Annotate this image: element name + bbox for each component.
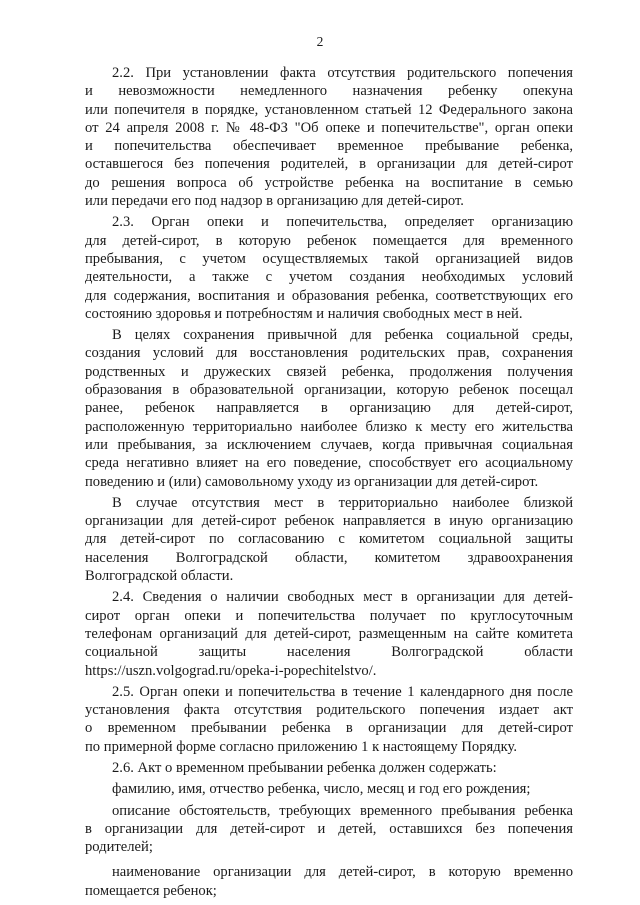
text-line: 2.5. Орган опеки и попечительства в течение 1 календарного дня после (112, 683, 573, 700)
text-line: оставшегося без попечения родителей, в организации для детей-сирот (85, 156, 573, 173)
text-line: пребывания, с учетом осуществляемых такой организацией видов (85, 250, 573, 267)
text-line: населения Волгоградской области, комитетом здравоохранения (85, 549, 573, 566)
text-line: сирот орган опеки и попечительства получает по круглосуточным (85, 607, 573, 624)
text-line: для детей-сирот, в которую ребенок помещается для временного (85, 232, 573, 249)
text-line: фамилию, имя, отчество ребенка, число, месяц и год его рождения; (112, 781, 531, 798)
paragraph-2-6 (85, 759, 573, 777)
text-line: образования в образовательной организации, которую ребенок посещал (85, 382, 573, 399)
list-item-name-birth (85, 780, 573, 798)
text-line: в организации для детей-сирот и детей, оставшихся без попечения (85, 820, 573, 837)
text-line: 2.3. Орган опеки и попечительства, определяет организацию (112, 214, 573, 231)
text-line: описание обстоятельств, требующих временного пребывания ребенка (112, 802, 573, 819)
text-line: до решения вопроса об устройстве ребенка на воспитание в семью (85, 174, 573, 191)
text-line: состоянию здоровья и потребностям и наличия свободных мест в ней. (85, 305, 523, 322)
document-body (85, 64, 573, 903)
text-line: В целях сохранения привычной для ребенка социальной среды, (112, 327, 573, 344)
text-line: наименование организации для детей-сирот, в которую временно (112, 864, 573, 881)
text-line: ранее, ребенок направляется в организацию для детей-сирот, (85, 400, 573, 417)
text-line: для детей-сирот по согласованию с комитетом социальной защиты (85, 531, 573, 548)
text-line: среда негативно влияет на его поведение, способствует его асоциальному (85, 455, 573, 472)
text-line: для содержания, воспитания и образования ребенка, соответствующих его (85, 287, 573, 304)
text-line: деятельности, а также с учетом создания необходимых условий (85, 269, 573, 286)
text-line: и невозможности немедленного назначения ребенку опекуна (85, 83, 573, 100)
text-line: поведению и (или) самовольному уходу из организации для детей-сирот. (85, 473, 539, 490)
paragraph-2-3 (85, 213, 573, 323)
list-item-circumstances (85, 802, 573, 857)
paragraph-2-5 (85, 683, 573, 756)
text-line: от 24 апреля 2008 г. № 48-ФЗ "Об опеке и попечительстве", орган опеки (85, 119, 573, 136)
paragraph-social-environment (85, 326, 573, 491)
website-link-text: https://uszn.volgograd.ru/opeka-i-popechitelstvo/. (85, 662, 377, 679)
text-line: создания условий для восстановления родительских прав, сохранения (85, 345, 573, 362)
text-line: телефонам организаций для детей-сирот, размещенным на сайте комитета (85, 625, 573, 642)
text-line: о временном пребывании ребенка в организации для детей-сирот (85, 720, 573, 737)
text-line: родственных и дружеских связей ребенка, продолжения получения (85, 363, 573, 380)
page-number: 2 (316, 34, 324, 49)
text-line: организации для детей-сирот ребенок направляется в иную организацию (85, 513, 573, 530)
text-line: установления факта отсутствия родительского попечения издает акт (85, 702, 573, 719)
text-line: или попечителя в порядке, установленном статьей 12 Федерального закона (85, 101, 573, 118)
text-line: по примерной форме согласно приложению 1 к настоящему Порядку. (85, 738, 518, 755)
text-line: социальной защиты населения Волгоградской области (85, 644, 573, 661)
text-line: 2.6. Акт о временном пребывании ребенка должен содержать: (112, 759, 497, 776)
text-line: родителей; (85, 839, 153, 856)
text-line: или пребывания, за исключением случаев, когда привычная социальная (85, 436, 573, 453)
text-line: расположенную территориально наиболее близко к месту его жительства (85, 418, 573, 435)
list-item-organization-name (85, 863, 573, 900)
text-line: Волгоградской области. (85, 568, 234, 585)
text-line: В случае отсутствия мест в территориально наиболее близкой (112, 494, 573, 511)
text-line: помещается ребенок; (85, 882, 217, 899)
text-line: или передачи его под надзор в организацию для детей-сирот. (85, 193, 464, 210)
text-line: и попечительства обеспечивает временное пребывание ребенка, (85, 138, 573, 155)
paragraph-no-places (85, 494, 573, 585)
paragraph-2-2 (85, 64, 573, 210)
text-line: 2.2. При установлении факта отсутствия родительского попечения (112, 65, 573, 81)
text-line: 2.4. Сведения о наличии свободных мест в организации для детей- (112, 589, 573, 606)
paragraph-2-4 (85, 588, 573, 679)
